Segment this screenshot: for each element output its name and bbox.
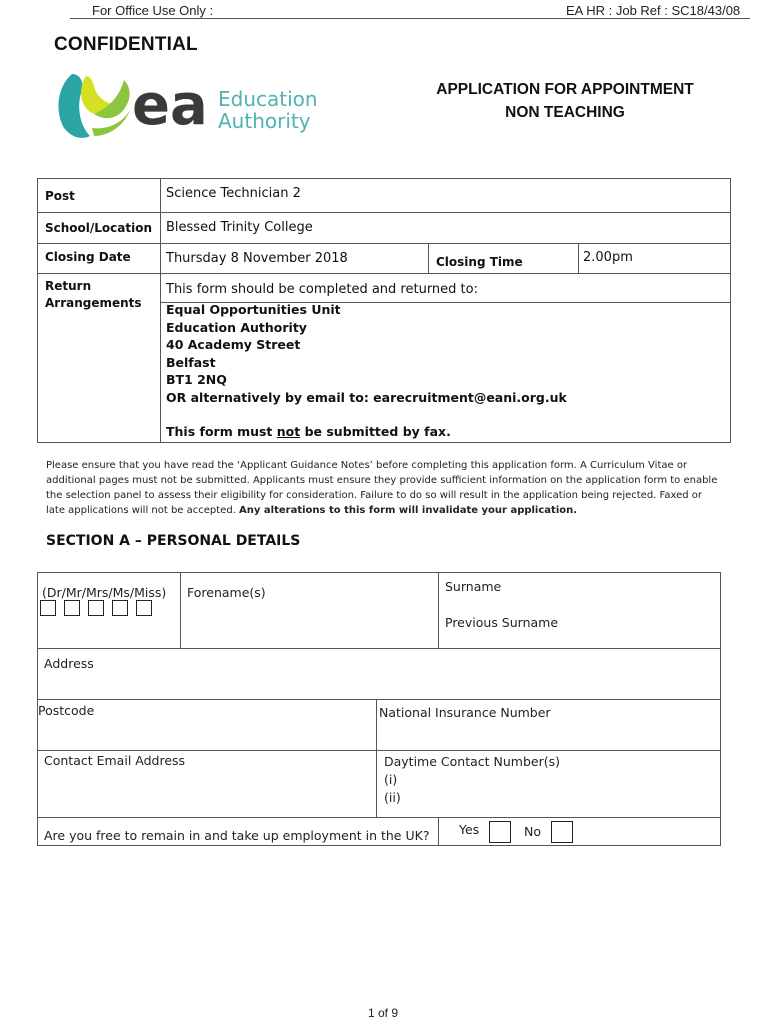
guidance-notes xyxy=(46,458,718,518)
daytime-line-i: (i) xyxy=(384,772,398,787)
previous-surname-field[interactable]: Previous Surname xyxy=(445,615,559,630)
closing-date-value: Thursday 8 November 2018 xyxy=(166,251,348,266)
address-line: BT1 2NQ xyxy=(166,372,227,387)
checkbox-ms[interactable] xyxy=(112,600,128,616)
closing-time-label: Closing Time xyxy=(436,255,523,269)
surname-field[interactable]: Surname xyxy=(445,579,502,594)
postcode-field[interactable]: Postcode xyxy=(38,703,95,718)
ni-number-field[interactable]: National Insurance Number xyxy=(379,705,551,720)
return-address xyxy=(166,301,567,406)
application-title xyxy=(400,78,730,124)
checkbox-miss[interactable] xyxy=(136,600,152,616)
fax-warning-pre: This form must xyxy=(166,424,277,439)
address-line: Education Authority xyxy=(166,319,307,335)
checkbox-mr[interactable] xyxy=(64,600,80,616)
daytime-line-ii: (ii) xyxy=(384,790,401,805)
confidential-heading: CONFIDENTIAL xyxy=(54,34,198,55)
uk-eligibility-question: Are you free to remain in and take up employment in the UK? xyxy=(44,828,430,843)
logo-wordmark xyxy=(218,88,318,132)
post-label: Post xyxy=(45,189,75,203)
office-use-label: For Office Use Only : xyxy=(92,3,214,18)
page-number: 1 of 9 xyxy=(368,1006,399,1020)
address-field[interactable]: Address xyxy=(44,656,94,671)
return-intro: This form should be completed and returned to: xyxy=(166,282,478,297)
address-line: 40 Academy Street xyxy=(166,337,301,352)
section-a-heading: SECTION A – PERSONAL DETAILS xyxy=(46,533,301,549)
guidance-text: Please ensure that you have read the ‘Applicant Guidance Notes’ before completing this application form. A Curriculum Vitae or additional pages must not be submitted. Applicants must ensure they provide sufficient information on the application form to enable the selection panel to assess their eligibility for consideration. Failure to do so will result in the application being rejected. Faxed or late applications will not be accepted. xyxy=(46,460,718,516)
guidance-warning: Any alterations to this form will invalidate your application. xyxy=(239,505,578,516)
return-label-line-2: Arrangements xyxy=(45,296,142,310)
checkbox-mrs[interactable] xyxy=(88,600,104,616)
title-line-1: APPLICATION FOR APPOINTMENT xyxy=(436,81,694,98)
post-value: Science Technician 2 xyxy=(166,186,301,201)
school-label: School/Location xyxy=(45,221,153,235)
post-details-table xyxy=(37,178,731,443)
contact-email-field[interactable]: Contact Email Address xyxy=(44,753,186,768)
logo-line-2: Authority xyxy=(218,109,311,133)
forename-field[interactable]: Forename(s) xyxy=(187,585,266,600)
return-label-line-1: Return xyxy=(45,279,92,293)
logo-mark-text: ea xyxy=(132,73,208,138)
title-label: (Dr/Mr/Mrs/Ms/Miss) xyxy=(42,585,167,600)
no-label: No xyxy=(524,824,541,839)
closing-time-value: 2.00pm xyxy=(583,250,633,265)
address-line: Belfast xyxy=(166,354,216,370)
yes-label: Yes xyxy=(459,822,480,837)
daytime-contact-field[interactable] xyxy=(384,753,560,807)
return-arrangements-label xyxy=(45,278,142,312)
fax-warning-not: not xyxy=(276,424,301,439)
job-reference: EA HR : Job Ref : SC18/43/08 xyxy=(566,3,741,18)
title-checkboxes xyxy=(40,599,160,617)
header-rule xyxy=(70,18,750,19)
personal-details-table xyxy=(37,572,721,846)
address-line: Equal Opportunities Unit xyxy=(166,302,341,317)
fax-warning xyxy=(166,424,451,439)
checkbox-dr[interactable] xyxy=(40,600,56,616)
daytime-label: Daytime Contact Number(s) xyxy=(384,754,560,769)
email-instruction: OR alternatively by email to: earecruitment@eani.org.uk xyxy=(166,389,567,405)
school-value: Blessed Trinity College xyxy=(166,220,313,235)
no-checkbox[interactable] xyxy=(551,821,573,843)
title-line-2: NON TEACHING xyxy=(505,104,625,121)
closing-date-label: Closing Date xyxy=(45,250,131,264)
logo-line-1: Education xyxy=(218,87,318,111)
fax-warning-post: be submitted by fax. xyxy=(300,424,451,439)
yes-checkbox[interactable] xyxy=(489,821,511,843)
